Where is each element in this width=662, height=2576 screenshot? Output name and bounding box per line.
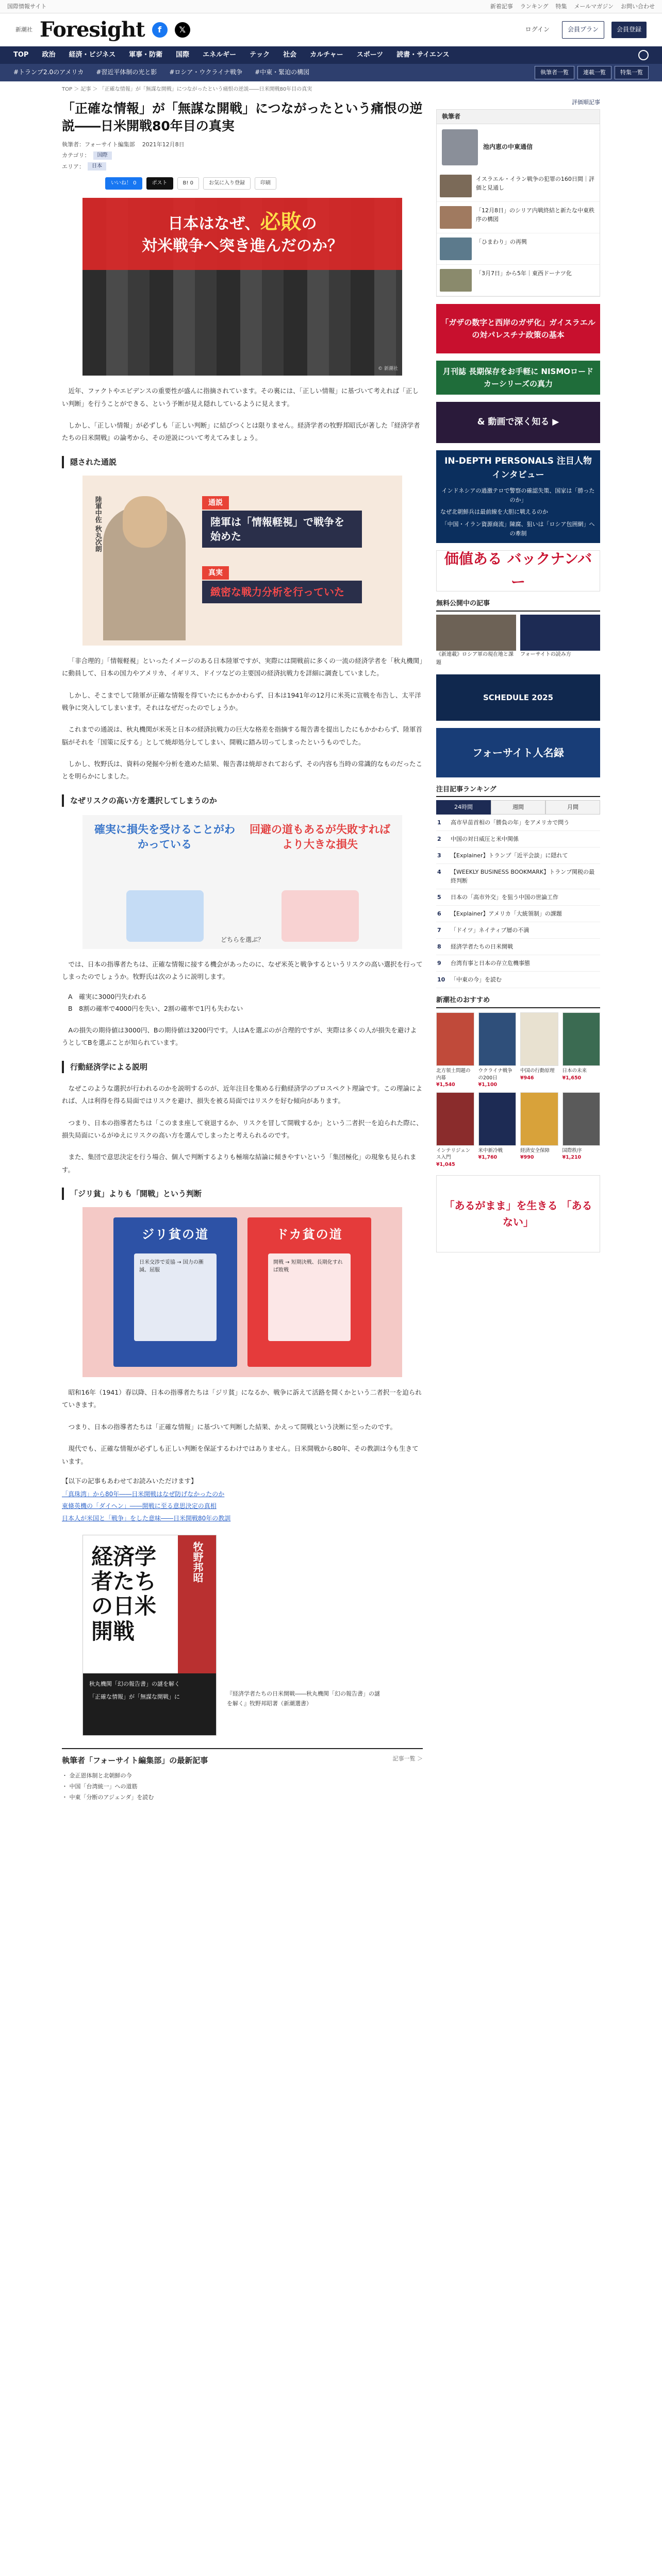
label-truth: 真実	[202, 566, 229, 580]
writer-box-heading: 執筆者	[437, 110, 600, 124]
book-price: ¥1,540	[436, 1081, 455, 1088]
category-label: カテゴリ：	[62, 152, 90, 159]
book-item[interactable]	[520, 1092, 558, 1168]
ranking-number: 6	[437, 910, 441, 918]
illustration-doors	[82, 1207, 402, 1377]
site-tagline: 国際情報サイト	[7, 3, 47, 10]
ranking-title: 中国の対日威圧と米中関係	[451, 836, 519, 843]
sidebar-article[interactable]: 「12月8日」のシリア内戦終結と新たな中東秩序の構図	[476, 207, 594, 223]
nav-culture[interactable]: カルチャー	[310, 50, 343, 59]
plan-button[interactable]: 会員プラン	[562, 21, 604, 38]
ranking-item[interactable]	[436, 815, 600, 831]
section-heading: 隠された通説	[62, 456, 423, 468]
ranking-item[interactable]	[436, 972, 600, 988]
ranking-title: 「中東の今」を読む	[451, 976, 502, 984]
choice-b-text: 回避の道もあるが失敗すればより大きな損失	[250, 823, 390, 851]
paragraph: また、集団で意思決定を行う場合、個人で判断するよりも極端な結論に傾きやすいという「集団極化」の現象も見られます。	[62, 1153, 417, 1174]
signup-button[interactable]: 会員登録	[611, 22, 647, 38]
portrait-caption: 陸軍中佐 秋丸次朗	[93, 496, 102, 552]
book-item[interactable]	[478, 1092, 517, 1168]
book-price: ¥1,760	[478, 1155, 498, 1161]
ranking-number: 7	[437, 927, 441, 934]
area-label: エリア：	[62, 163, 85, 170]
ad-related-item[interactable]: 「中国・イラン資源商流」陳腐、狙いは「ロシア包囲網」への牽制	[441, 520, 595, 537]
ranking-title: 【WEEKLY BUSINESS BOOKMARK】トランプ関税の最終判断	[451, 869, 595, 885]
paragraph: 「非合理的」「情報軽視」といったイメージのある日本陸軍ですが、実際には開戦前に多くの一流の経済学者を「秋丸機関」に動員して、日本の国力やアメリカ、イギリス、ドイツなどの主要国の経済抗戦力を詳細に調査していました。	[62, 656, 423, 677]
facebook-icon[interactable]: f	[152, 22, 168, 38]
sidebar-ranking-tab[interactable]: 評価順記事	[572, 99, 600, 106]
book-title: 国際秩序	[562, 1148, 582, 1154]
ad-banner[interactable]: & 動画で深く知る ▶	[436, 402, 600, 443]
book-price: ¥990	[520, 1155, 534, 1161]
illustration-portrait	[82, 476, 402, 646]
book-cover-band: 牧野邦昭	[178, 1535, 216, 1735]
nav-sports[interactable]: スポーツ	[356, 50, 384, 59]
hero-text-3: 対米戦争へ突き進んだのか？	[142, 237, 343, 256]
label-common-belief: 通説	[202, 496, 229, 510]
book-cover	[436, 1092, 474, 1146]
series-list-button[interactable]: 連載一覧	[577, 66, 611, 79]
topbar-link-mail[interactable]: メールマガジン	[574, 3, 614, 10]
book-item[interactable]	[562, 1092, 601, 1168]
choice-list	[62, 991, 423, 1015]
ranking-number: 9	[437, 960, 441, 967]
book-cover	[562, 1092, 601, 1146]
topbar-link-ranking[interactable]: ランキング	[520, 3, 549, 10]
ad-title: IN-DEPTH PERSONALS 注目人物インタビュー	[444, 455, 592, 480]
print-button[interactable]: 印刷	[255, 177, 276, 190]
paragraph: これまでの通説は、秋丸機関が米英と日本の経済抗戦力の巨大な格差を指摘する報告書を提出したにもかかわらず、陸軍首脳がそれを「国策に反する」として焼却処分してしまい、開戦に踏み切ってしまったというものでした。	[62, 725, 423, 746]
ranking-item[interactable]	[436, 939, 600, 955]
ranking-list	[436, 815, 600, 989]
ranking-number: 8	[437, 943, 441, 951]
ad-banner[interactable]: SCHEDULE 2025	[436, 674, 600, 721]
book-promo	[82, 1535, 402, 1736]
ranking-title: 「ドイツ」ネイティブ層の不満	[451, 927, 529, 934]
hero-text-1: 日本はなぜ、	[168, 215, 260, 233]
paragraph: しかし、「正しい情報」が必ずしも「正しい判断」に結びつくとは限りません。経済学者の牧野邦昭氏が著した『経済学者たちの日米開戦』の論考から、その逆説について考えてみましょう。	[62, 421, 420, 442]
nav-society[interactable]: 社会	[283, 50, 297, 59]
tag-ukraine[interactable]: #ロシア・ウクライナ戦争	[169, 69, 243, 76]
tab-monthly[interactable]: 月間	[545, 800, 600, 815]
topbar-link-new[interactable]: 新着記事	[490, 3, 513, 10]
section-heading: なぜリスクの高い方を選択してしまうのか	[62, 794, 423, 807]
author-latest-item[interactable]: ・ 金正恩体制と北朝鮮の今	[62, 1772, 132, 1779]
book-cover	[478, 1092, 517, 1146]
ad-banner[interactable]: 月刊誌 長期保存をお手軽に NISMOロードカーシリーズの真力	[436, 361, 600, 395]
paragraph: なぜこのような選択が行われるのかを説明するのが、近年注目を集める行動経済学のプロスペクト理論です。この理論によれば、人は利得を得る局面ではリスクを避け、損失を被る局面ではリスクを好む傾向があります。	[62, 1084, 423, 1105]
book-price: ¥1,210	[562, 1155, 582, 1161]
book-price: ¥946	[520, 1075, 534, 1081]
ranking-item[interactable]	[436, 955, 600, 972]
ranking-item[interactable]	[436, 889, 600, 906]
book-price: ¥1,045	[436, 1161, 455, 1167]
book-cover	[478, 1012, 517, 1066]
paragraph: 昭和16年（1941）春以降、日本の指導者たちは「ジリ貧」になるか、戦争に訴えて活路を開くかという二者択一を迫られていきます。	[62, 1388, 422, 1409]
book-title: 中国の行動原理	[520, 1068, 555, 1074]
writers-list-button[interactable]: 執筆者一覧	[535, 66, 574, 79]
sidebar	[436, 98, 600, 1803]
book-title: 日本の未来	[562, 1068, 587, 1074]
main-nav	[0, 46, 662, 64]
book-cover	[520, 1012, 558, 1066]
search-icon[interactable]	[638, 50, 649, 60]
author-latest-item[interactable]: ・ 中東「分断のアジェンダ」を読む	[62, 1793, 154, 1801]
breadcrumb[interactable]: TOP ＞ 記事 ＞ 「正確な情報」が「無謀な開戦」につながったという痛恨の逆説――日米開戦80年目の真実	[62, 87, 312, 92]
book-cover-obi: 「正確な情報」が「無謀な開戦」に	[89, 1693, 180, 1701]
tag-mideast[interactable]: #中東・緊迫の構図	[255, 69, 310, 76]
paragraph: では、日本の指導者たちは、正確な情報に接する機会があったのに、なぜ米英と戦争するというリスクの高い選択を行ってしまったのでしょうか。牧野氏は次のように説明します。	[62, 960, 423, 981]
nav-energy[interactable]: エネルギー	[203, 50, 237, 59]
nav-science[interactable]: 読書・サイエンス	[396, 50, 450, 59]
book-cover[interactable]	[82, 1535, 217, 1736]
free-articles-heading: 無料公開中の記事	[436, 599, 600, 612]
author-latest	[62, 1748, 423, 1803]
paragraph: 近年、ファクトやエビデンスの重要性が盛んに指摘されています。その裏には、「正しい情報」に基づいて考えれば「正しい判断」を行うことができる、という予断が見え隠れしているように見えます。	[62, 387, 419, 408]
door-jirihin-label: ジリ貧の道	[142, 1227, 209, 1242]
author-latest-item[interactable]: ・ 中国「台湾統一」への道筋	[62, 1783, 138, 1790]
hero-image	[82, 198, 402, 376]
tab-weekly[interactable]: 週間	[491, 800, 545, 815]
ranking-heading: 注目記事ランキング	[436, 785, 600, 798]
site-header	[0, 13, 662, 46]
section-heading: 行動経済学による説明	[62, 1061, 423, 1073]
ranking-title: 日本の「高市外交」を狙う中国の世論工作	[451, 894, 558, 901]
x-icon[interactable]: 𝕏	[175, 22, 190, 38]
publisher-label: 新潮社	[15, 26, 32, 33]
favorite-button[interactable]: お気に入り登録	[203, 177, 251, 190]
post-button[interactable]: ポスト	[146, 177, 173, 190]
book-info[interactable]: 『経済学者たちの日米開戦――秋丸機関「幻の報告書」の謎を解く』牧野邦昭著（新潮選書）	[227, 1690, 380, 1707]
section-heading: 「ジリ貧」よりも「開戦」という判断	[62, 1188, 423, 1200]
ranking-item[interactable]	[436, 848, 600, 864]
like-button[interactable]: いいね！ 0	[105, 177, 142, 190]
hero-text-big: 必敗	[260, 210, 302, 234]
site-logo[interactable]: Foresight	[40, 18, 145, 42]
paragraph: Aの損失の期待値は3000円、Bの期待値は3200円です。人はAを選ぶのが合理的ですが、実際は多くの人が損失を避けようとしてBを選ぶことが知られています。	[62, 1026, 417, 1047]
topbar-link-contact[interactable]: お問い合わせ	[621, 3, 655, 10]
article-date: 2021年12月8日	[142, 141, 185, 148]
hatena-button[interactable]: B! 0	[177, 177, 199, 190]
ranking-item[interactable]	[436, 864, 600, 889]
book-item[interactable]	[436, 1092, 474, 1168]
login-button[interactable]: ログイン	[525, 26, 550, 33]
illustration-choice	[82, 815, 402, 949]
hero-credit: © 新潮社	[378, 366, 398, 371]
ranking-number: 2	[437, 836, 441, 843]
topbar-link-feature[interactable]: 特集	[555, 3, 567, 10]
list-item: A 確実に3000円失われる	[68, 992, 147, 1001]
ranking-title: 経済学者たちの日米開戦	[451, 943, 513, 951]
category-chip[interactable]: 国際	[93, 151, 112, 160]
free-article[interactable]: フォーサイトの読み方	[520, 615, 600, 667]
writer-name[interactable]: 池内恵の中東通信	[483, 143, 533, 151]
sidebar-article[interactable]: 「3月7日」から5年｜東西ドーナツ化	[476, 269, 572, 277]
paragraph: 現代でも、正確な情報が必ずしも正しい判断を保証するわけではありません。日米開戦から80年、その教訓は今も生きています。	[62, 1445, 419, 1465]
free-article[interactable]: 《新連載》ロシア軍の現在地と課題	[436, 615, 516, 667]
paragraph: しかし、そこまでして陸軍が正確な情報を得ていたにもかかわらず、日本は1941年の12月に米英に宣戦を布告し、太平洋戦争に突入してしまいます。それはなぜだったのでしょうか。	[62, 691, 421, 711]
nav-top[interactable]: TOP	[13, 50, 29, 59]
features-list-button[interactable]: 特集一覧	[615, 66, 649, 79]
area-chip[interactable]: 日本	[88, 162, 106, 171]
writer-box	[436, 109, 600, 297]
paragraph: つまり、日本の指導者たちは「このまま座して衰退するか、リスクを冒して開戦するか」という二者択一を迫られた際に、損失局面にいるがゆえにリスクの高い方を選んでしまったと考えられるのです。	[62, 1118, 423, 1139]
ad-banner[interactable]: 「ガザの数字と西岸のガザ化」ガイスラエルの対パレスチナ政策の基本	[436, 304, 600, 353]
ranking-number: 4	[437, 869, 441, 876]
book-title: ウクライナ戦争の200日	[478, 1068, 512, 1081]
book-price: ¥1,650	[562, 1075, 582, 1081]
ranking-item[interactable]	[436, 922, 600, 939]
book-grid	[436, 1012, 600, 1168]
related-link[interactable]: 日本人が米国と「戦争」をした意味――日米開戦80年の教訓	[62, 1514, 231, 1522]
book-item[interactable]	[562, 1012, 601, 1088]
truth-text: 緻密な戦力分析を行っていた	[210, 585, 344, 598]
choice-caption: どちらを選ぶ？	[220, 936, 264, 943]
sidebar-article[interactable]: 「ひまわり」の再興	[476, 238, 527, 245]
door-dokahin-text: 開戦 → 短期決戦、長期化すれば敗戦	[268, 1253, 351, 1341]
book-cover	[520, 1092, 558, 1146]
book-price: ¥1,100	[478, 1081, 498, 1088]
article	[62, 98, 423, 1803]
books-heading: 新潮社のおすすめ	[436, 995, 600, 1008]
nav-defense[interactable]: 軍事・防衛	[129, 50, 163, 59]
nav-economy[interactable]: 経済・ビジネス	[69, 50, 116, 59]
ranking-number: 5	[437, 894, 441, 901]
share-bar	[105, 177, 423, 190]
ad-banner[interactable]	[436, 450, 600, 543]
book-cover	[436, 1012, 474, 1066]
ad-banner[interactable]: 価値ある バックナンバー	[436, 550, 600, 591]
sidebar-article[interactable]: イスラエル・イラン戦争の犯罪の160日間｜評価と見通し	[476, 175, 594, 191]
author-latest-heading: 執筆者「フォーサイト編集部」の最新記事	[62, 1755, 208, 1765]
paragraph: しかし、牧野氏は、資料の発掘や分析を進めた結果、報告書は焼却されておらず、その内容も当時の常識的なものだったことを明らかにしました。	[62, 760, 423, 781]
ranking-number: 3	[437, 852, 441, 859]
door-jirihin-text: 日米交渉で妥協 → 国力の漸減、屈服	[134, 1253, 217, 1341]
nav-international[interactable]: 国際	[176, 50, 190, 59]
book-title: 経済安全保障	[520, 1148, 550, 1154]
book-cover	[562, 1012, 601, 1066]
book-item[interactable]	[436, 1012, 474, 1088]
tab-24h[interactable]: 24時間	[436, 800, 491, 815]
ranking-title: 【Explainer】トランプ「近平会談」に隠れて	[451, 852, 568, 859]
common-belief-text: 陸軍は「情報軽視」で戦争を始めた	[210, 515, 344, 543]
book-cover-sub: 秋丸機関「幻の報告書」の謎を解く	[89, 1680, 180, 1687]
article-author[interactable]: 執筆者：フォーサイト編集部	[62, 141, 135, 148]
top-utility-bar	[0, 0, 662, 13]
list-item: B 8割の確率で4000円を失い、2割の確率で1円も失わない	[68, 1005, 243, 1013]
book-cover-title: 経済学者たちの日米開戦	[91, 1544, 157, 1644]
author-all-link[interactable]: 記事一覧 ＞	[392, 1755, 423, 1762]
choice-a-text: 確実に損失を受けることがわかっている	[94, 823, 235, 851]
paragraph: つまり、日本の指導者たちは「正確な情報」に基づいて判断した結果、かえって開戦という決断に至ったのです。	[68, 1422, 397, 1431]
nav-politics[interactable]: 政治	[42, 50, 56, 59]
avatar[interactable]	[442, 129, 478, 165]
related-link[interactable]: 「真珠湾」から80年――日米開戦はなぜ防げなかったのか	[62, 1490, 225, 1498]
ranking-number: 10	[437, 976, 445, 984]
ranking-number: 1	[437, 819, 441, 826]
ranking-item[interactable]	[436, 831, 600, 848]
related-links-head: 【以下の記事もあわせてお読みいただけます】	[62, 1477, 197, 1485]
book-title: インテリジェンス入門	[436, 1148, 471, 1161]
ad-banner[interactable]: 「あるがまま」を生きる 「あるない」	[436, 1175, 600, 1252]
ad-related-item[interactable]: なぜ北朝鮮兵は最前線を大胆に戦えるのか	[440, 509, 548, 516]
book-title: 北方領土問題の内幕	[436, 1068, 471, 1081]
ad-banner[interactable]: フォーサイト人名録	[436, 728, 600, 777]
book-title: 米中新冷戦	[478, 1148, 503, 1154]
book-item[interactable]	[520, 1012, 558, 1088]
tag-trump[interactable]: #トランプ2.0のアメリカ	[13, 69, 84, 76]
ranking-title: 台湾有事と日本の存立危機事態	[451, 960, 530, 967]
nav-tech[interactable]: テック	[250, 50, 270, 59]
tag-china[interactable]: #習近平体制の光と影	[96, 69, 157, 76]
ad-related-item[interactable]: インドネシアの過激テロで警察の確認失策、国家は「勝ったのか」	[441, 487, 595, 503]
related-link[interactable]: 東條英機の「ダイヘン」――開戦に至る意思決定の真相	[62, 1502, 217, 1510]
ranking-title: 【Explainer】アメリカ「大統領制」の課題	[451, 910, 562, 918]
door-dokahin-label: ドカ貧の道	[276, 1227, 343, 1242]
hero-text-2: の	[301, 215, 317, 233]
ranking-item[interactable]	[436, 906, 600, 922]
article-title: 「正確な情報」が「無謀な開戦」につながったという痛恨の逆説――日米開戦80年目の真実	[62, 101, 423, 133]
book-item[interactable]	[478, 1012, 517, 1088]
ranking-title: 高市早苗首相の「勝負の年」をアメリカで問う	[451, 819, 570, 826]
hashtag-bar	[0, 64, 662, 81]
